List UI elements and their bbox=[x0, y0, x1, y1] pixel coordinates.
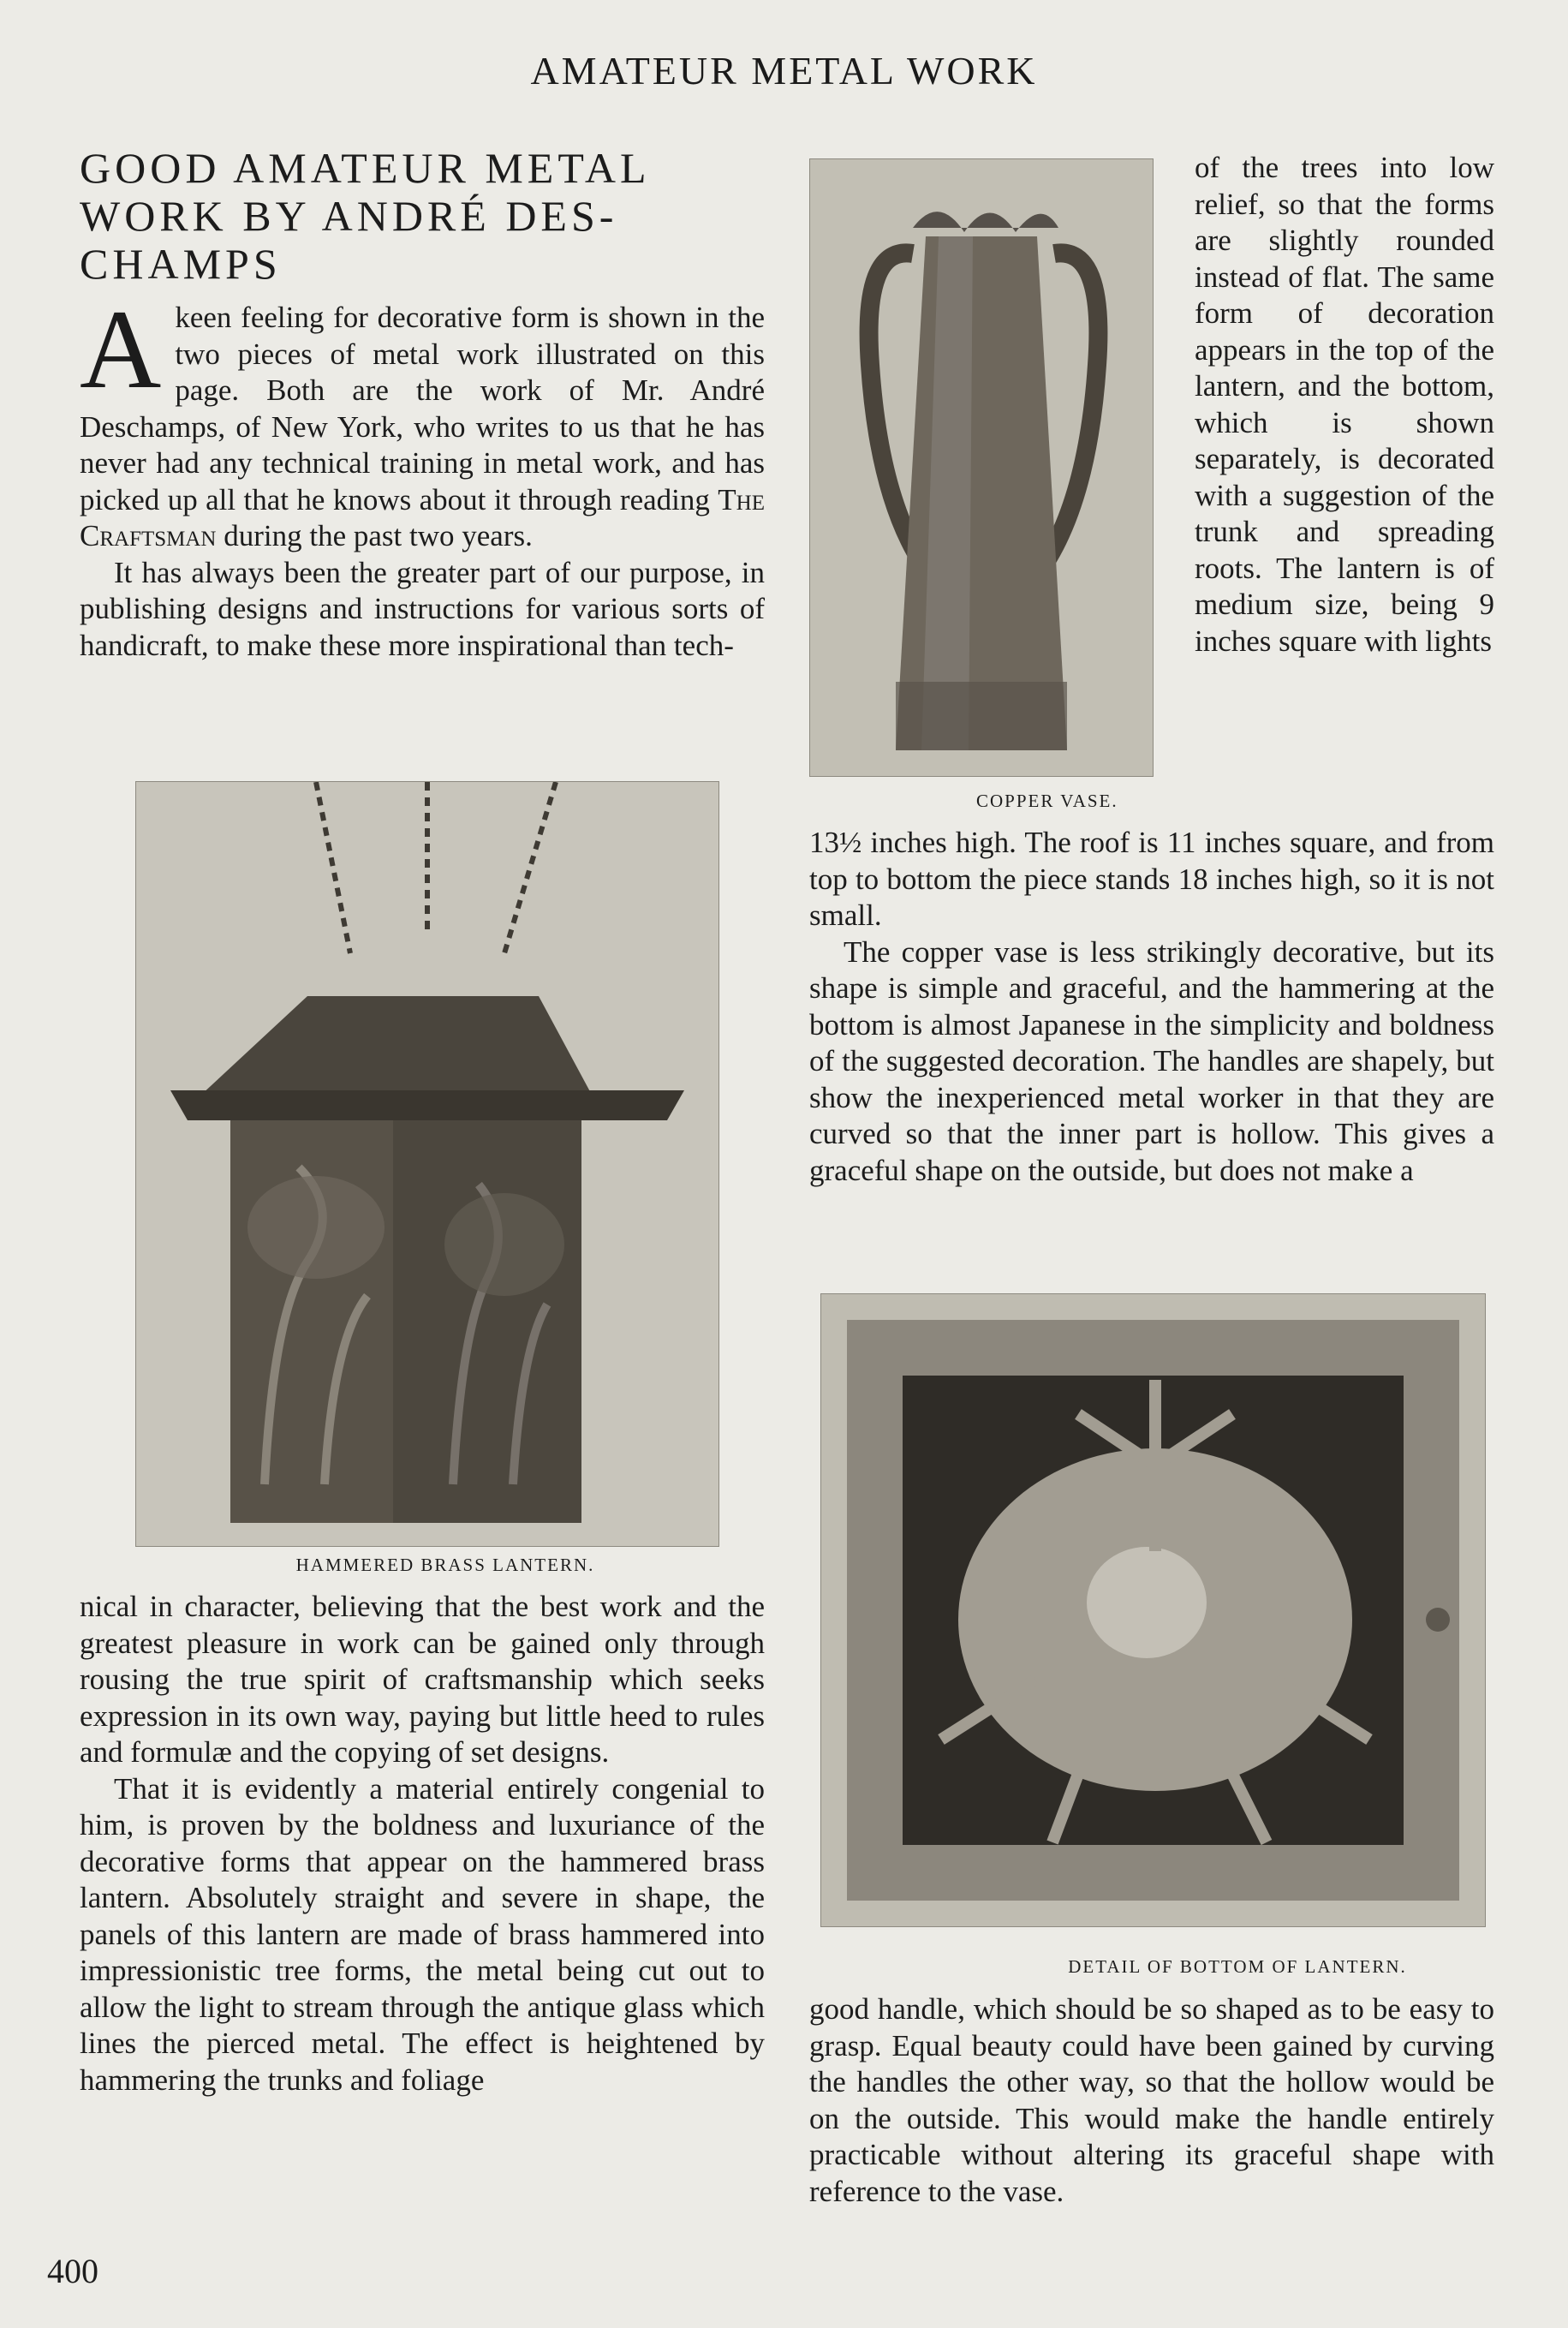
lantern-bottom-detail-image bbox=[821, 1294, 1485, 1926]
paragraph-3-continued: of the trees into low relief, so that the forms are slightly rounded instead of flat. The same form of decoration appears in the top of the lantern, and the bottom, which is shown separately, is decorated with a suggestion of the trunk and spreading roots. The lantern is of medium size, being 9 inches square with lights bbox=[1195, 151, 1494, 658]
right-column-bottom bbox=[809, 1991, 1494, 2210]
drop-cap: A bbox=[80, 286, 162, 412]
paragraph-1-text: keen feeling for decorative form is shown in the two pieces of metal work illustrated on this page. Both are the work of Mr. André Deschamps, of New York, who writes to us that he has never had any technical training in metal work, and has picked up all that he knows about it through reading bbox=[80, 301, 765, 516]
paragraph-3-end: 13½ inches high. The roof is 11 inches square, and from top to bottom the piece stands 18 inches high, so it is not small. bbox=[809, 826, 1494, 932]
right-column-middle bbox=[809, 825, 1494, 1189]
running-head: AMATEUR METAL WORK bbox=[530, 49, 1038, 93]
article-title: GOOD AMATEUR METAL WORK BY ANDRÉ DES-CHAMPS bbox=[80, 144, 649, 288]
left-column-top bbox=[80, 286, 765, 664]
brass-lantern-photo bbox=[135, 781, 719, 1547]
page-number: 400 bbox=[47, 2252, 98, 2290]
paragraph-1 bbox=[80, 286, 765, 555]
paragraph-4-continued: good handle, which should be so shaped as to be easy to grasp. Equal beauty could have been gained by curving the handles the other way, so that the hollow would be on the outside. This would make the handle entirely practicable without altering its graceful shape with reference to the vase. bbox=[809, 1992, 1494, 2208]
copper-vase-image bbox=[810, 159, 1153, 776]
brass-lantern-image bbox=[136, 782, 718, 1546]
left-column-bottom bbox=[80, 1589, 765, 2098]
paragraph-2-continued: nical in character, believing that the best work and the greatest pleasure in work can be gained only through rousing the true spirit of craftsmanship which seeks expression in its own way, paying but little heed to rules and formulæ and the copying of set designs. bbox=[80, 1590, 765, 1769]
paragraph-3: That it is evidently a material entirely congenial to him, is proven by the boldness and luxuriance of the decorative forms that appear on the hammered brass lantern. Absolutely straight and severe in shape, the panels of this lantern are made of brass hammered into impressionistic tree forms, the metal being cut out to allow the light to stream through the antique glass which lines the pierced metal. The effect is heightened by hammering the trunks and foliage bbox=[80, 1771, 765, 2097]
lantern-caption: HAMMERED BRASS LANTERN. bbox=[295, 1555, 595, 1575]
paragraph-2-start: It has always been the greater part of our purpose, in publishing designs and instructions for various sorts of handicraft, to make these more inspirational than tech- bbox=[80, 555, 765, 662]
detail-caption: DETAIL OF BOTTOM OF LANTERN. bbox=[1068, 1956, 1407, 1977]
copper-vase-photo bbox=[809, 158, 1154, 777]
magazine-name: The Craftsman bbox=[80, 482, 765, 552]
vase-caption: COPPER VASE. bbox=[976, 791, 1118, 811]
right-column-narrow bbox=[1195, 150, 1494, 660]
paragraph-1-end: during the past two years. bbox=[216, 519, 533, 552]
paragraph-4: The copper vase is less strikingly decorative, but its shape is simple and graceful, and the hammering at the bottom is almost Japanese in the simplicity and boldness of the suggested decoration. The handles are shapely, but show the inexperienced metal worker in that they are curved so that the inner part is hollow. This gives a graceful shape on the outside, but does not make a bbox=[809, 934, 1494, 1187]
lantern-bottom-detail-photo bbox=[820, 1293, 1486, 1927]
